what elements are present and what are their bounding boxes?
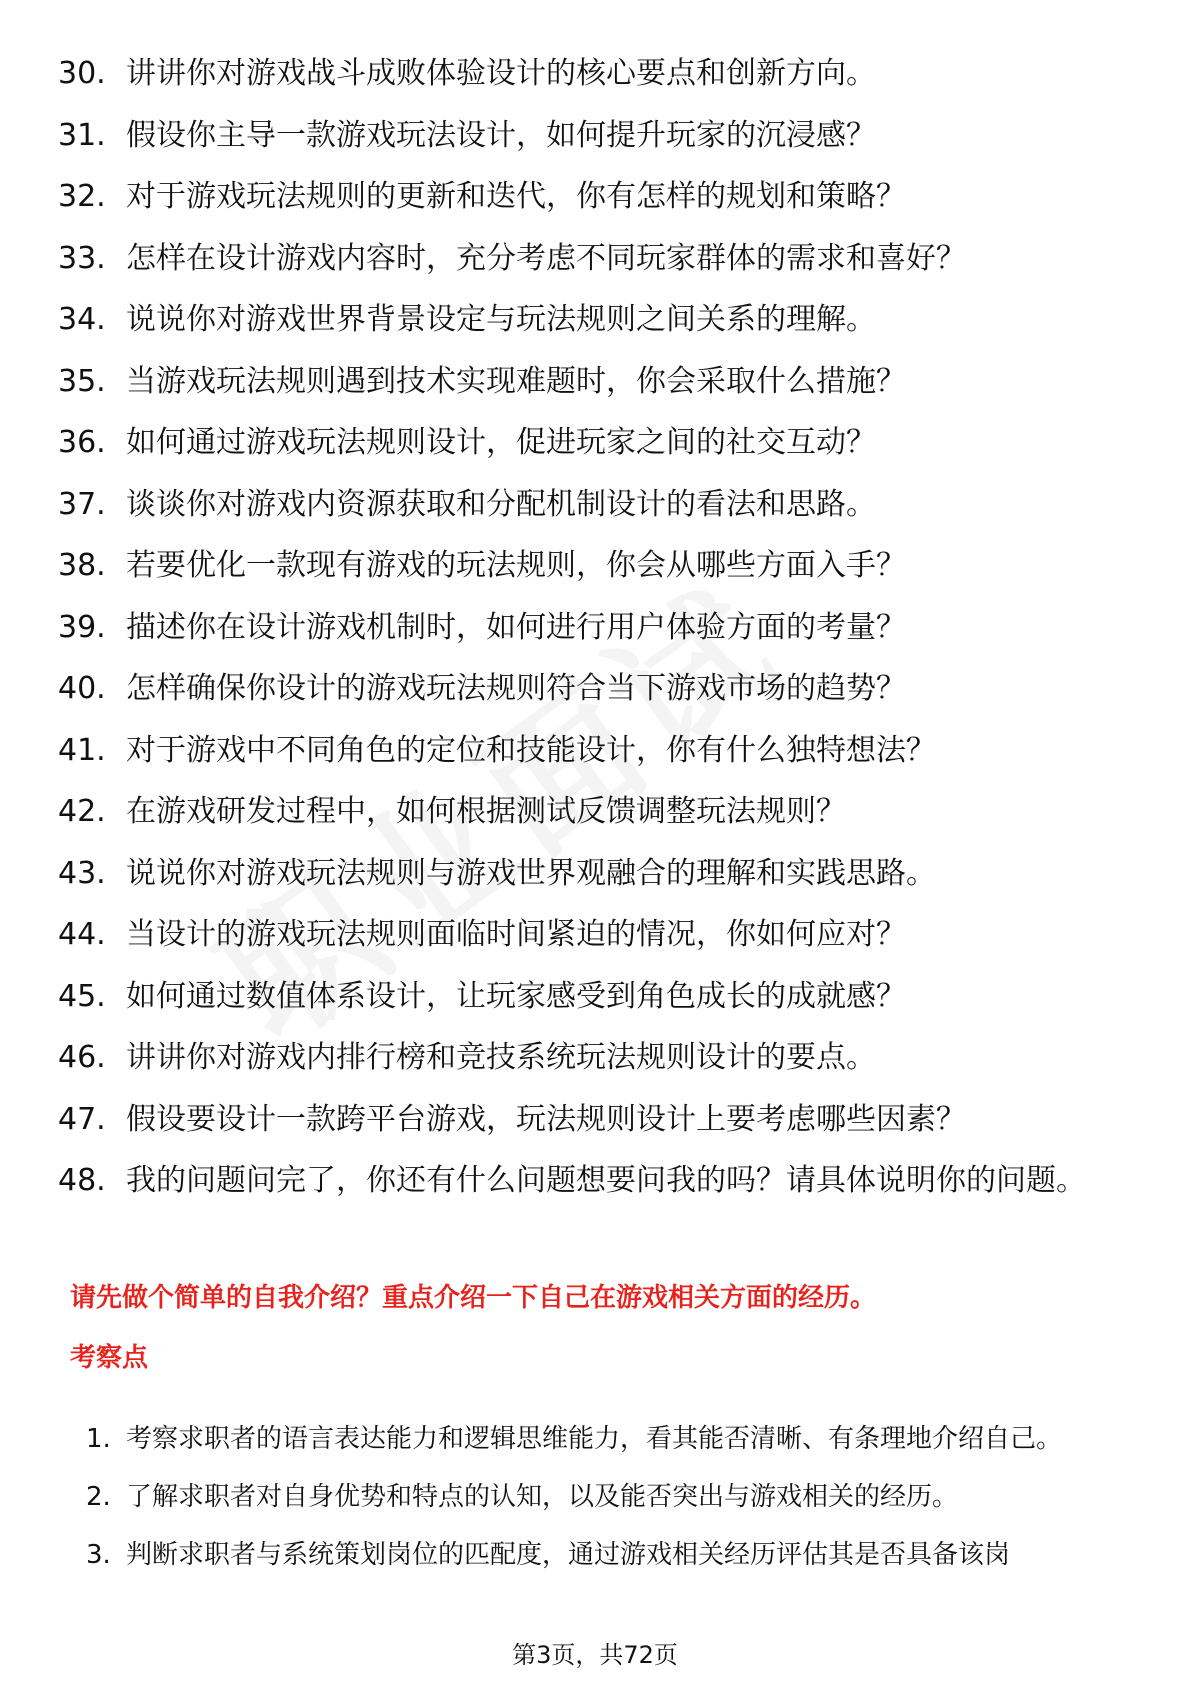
question-text: 我的问题问完了，你还有什么问题想要问我的吗？请具体说明你的问题。 [126,1163,1086,1198]
question-text: 假设要设计一款跨平台游戏，玩法规则设计上要考虑哪些因素？ [126,1101,966,1137]
point-number: 2. [86,1482,111,1512]
section-subheading: 考察点 [70,1343,149,1373]
question-text: 在游戏研发过程中，如何根据测试反馈调整玩法规则？ [126,794,846,829]
section-heading: 请先做个简单的自我介绍？重点介绍一下自己在游戏相关方面的经历。 [70,1283,877,1313]
question-item [58,173,1118,220]
question-text: 如何通过数值体系设计，让玩家感受到角色成长的成就感？ [126,978,906,1014]
point-text: 了解求职者对自身优势和特点的认知，以及能否突出与游戏相关的经历。 [126,1482,959,1512]
point-number: 1. [86,1424,111,1454]
point-item [86,1528,1120,1582]
question-item [58,481,1118,528]
question-item [58,296,1118,343]
question-item [58,1034,1118,1081]
question-number: 44. [58,917,106,952]
question-item [58,727,1118,774]
question-number: 36. [58,425,106,460]
question-item [58,112,1118,159]
question-text: 怎样在设计游戏内容时，充分考虑不同玩家群体的需求和喜好？ [126,240,966,276]
question-number: 34. [58,302,106,337]
question-item [58,50,1118,97]
point-number: 3. [86,1540,111,1570]
question-item [58,542,1118,589]
question-number: 42. [58,794,106,829]
question-text: 当设计的游戏玩法规则面临时间紧迫的情况，你如何应对？ [126,917,906,952]
question-number: 37. [58,486,106,522]
question-text: 讲讲你对游戏内排行榜和竞技系统玩法规则设计的要点。 [126,1040,876,1075]
question-item [58,604,1118,651]
question-number: 41. [58,732,106,768]
point-text: 考察求职者的语言表达能力和逻辑思维能力，看其能否清晰、有条理地介绍自己。 [126,1424,1063,1454]
question-text: 描述你在设计游戏机制时，如何进行用户体验方面的考量？ [126,609,906,645]
question-text: 谈谈你对游戏内资源获取和分配机制设计的看法和思路。 [126,486,876,522]
question-number: 45. [58,978,106,1014]
question-text: 讲讲你对游戏战斗成败体验设计的核心要点和创新方向。 [126,56,876,91]
question-text: 说说你对游戏世界背景设定与玩法规则之间关系的理解。 [126,302,876,337]
question-number: 40. [58,671,106,706]
page-number: 第3页，共72页 [512,1641,678,1669]
question-number: 31. [58,117,106,153]
point-item [86,1412,1120,1466]
question-item [58,235,1118,282]
question-number: 43. [58,855,106,891]
question-item [58,358,1118,405]
question-item [58,1157,1118,1204]
question-number: 47. [58,1101,106,1137]
question-text: 若要优化一款现有游戏的玩法规则，你会从哪些方面入手？ [126,548,906,583]
question-number: 46. [58,1040,106,1075]
question-text: 说说你对游戏玩法规则与游戏世界观融合的理解和实践思路。 [126,855,936,891]
question-number: 30. [58,56,106,91]
question-item [58,788,1118,835]
point-text: 判断求职者与系统策划岗位的匹配度，通过游戏相关经历评估其是否具备该岗 [126,1540,1011,1570]
question-text: 怎样确保你设计的游戏玩法规则符合当下游戏市场的趋势？ [126,671,906,706]
question-number: 32. [58,179,106,214]
question-number: 35. [58,363,106,399]
question-item [58,1096,1118,1143]
question-number: 38. [58,548,106,583]
question-text: 假设你主导一款游戏玩法设计，如何提升玩家的沉浸感？ [126,117,876,153]
question-item [58,665,1118,712]
question-number: 33. [58,240,106,276]
question-text: 对于游戏玩法规则的更新和迭代，你有怎样的规划和策略？ [126,179,906,214]
assessment-points [86,1412,1120,1586]
question-text: 当游戏玩法规则遇到技术实现难题时，你会采取什么措施？ [126,363,906,399]
question-number: 39. [58,609,106,645]
question-item [58,911,1118,958]
question-text: 如何通过游戏玩法规则设计，促进玩家之间的社交互动？ [126,425,876,460]
question-item [58,419,1118,466]
question-item [58,973,1118,1020]
point-item [86,1470,1120,1524]
question-item [58,850,1118,897]
question-list [58,50,1118,1219]
question-text: 对于游戏中不同角色的定位和技能设计，你有什么独特想法？ [126,732,936,768]
question-number: 48. [58,1163,106,1198]
